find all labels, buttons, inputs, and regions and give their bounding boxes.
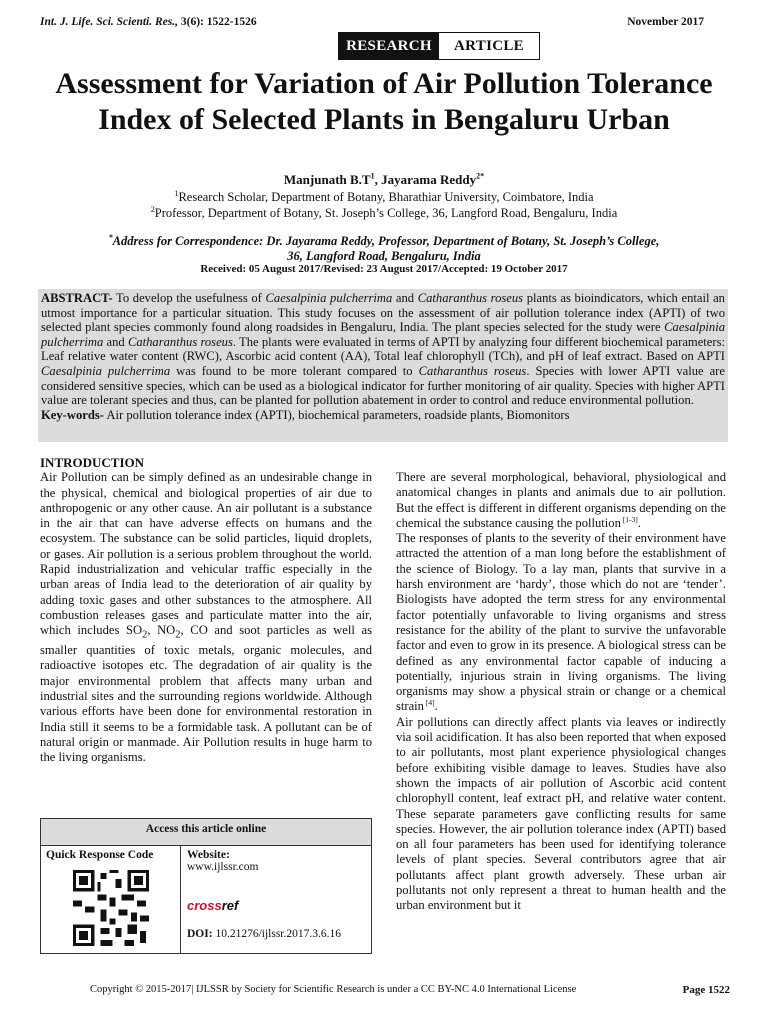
- doi[interactable]: DOI: 10.21276/ijlssr.2017.3.6.16: [187, 928, 341, 940]
- affiliation-1: $^1$Research Scholar, Department of Botany, Bharathiar University, Coimbatore, India: [174, 188, 594, 204]
- author-list: Manjunath $B.T^1$, Jayarama Reddy$^{2*}$: [283, 171, 485, 187]
- qr-cell: [41, 846, 181, 953]
- running-header: [40, 16, 728, 32]
- issue-date: November 2017: [627, 16, 704, 28]
- journal-citation: Int. J. Life. Sci. Scienti. Res., 3(6): 1522-1526: [40, 16, 257, 28]
- left-column: [40, 455, 372, 765]
- badge-article: ARTICLE: [454, 37, 524, 54]
- correspondence-address: *Address for Correspondence: Dr. Jayarama Reddy, Professor, Department of Botany, St. Joseph’s College, 36, Langford Road, Bengaluru, India: [108, 232, 660, 263]
- right-column: [396, 470, 726, 914]
- keywords-label: Key-words-: [41, 407, 104, 422]
- badge-research: RESEARCH: [339, 33, 439, 59]
- section-heading-introduction: INTRODUCTION: [40, 455, 145, 470]
- intro-paragraph-1: Air Pollution can be simply defined as an undesirable change in the physical, chemical and biological properties of air due to anthropogenic or any other cause. An air pollutant is a substance in the air that can have adverse effects on humans and the ecosystem. The substance can be solid particles, liquid droplets, or gases. Air pollution is a serious problem throughout the world. Rapid industrialization and vehicular traffic especially in the urban areas of India lead to the deterioration of air quality by adding toxic gases and other substances to the atmosphere. All combustion releases gases and particulate matter into the air, which includes $SO_2$, $NO_2$, CO and soot particles as well as smaller quantities of toxic metals, organic molecules, and radioactive isotopes etc. The degradation of air quality is the major environmental problem that affects many urban and industrial sites and the surrounding regions worldwide. Although various efforts have been done for environmental restoration in India still it seems to be a formidable task. A pollutant can be of natural origin or manmade. Air Pollution results in huge harm to the living organisms.: [40, 470, 372, 765]
- qr-code-icon: [73, 870, 149, 946]
- website-link[interactable]: www.ijlssr.com: [187, 861, 259, 873]
- website-cell: [181, 846, 371, 953]
- abstract-box: ABSTRACT- To develop the usefulness of Caesalpinia pulcherrima and Catharanthus roseus plants as bioindicators, which entail an utmost importance for a particular situation. This study focuses on the assessment of air pollution tolerance index (APTI) of two selected plant species commonly found along roadsides in Bengaluru, India. The plant species selected for the study were Caesalpinia pulcherrima and Catharanthus roseus. The plants were evaluated in terms of APTI by analyzing four different biochemical parameters: Leaf relative water content (RWC), Ascorbic acid content (AA), Total leaf chlorophyll (TCh), and pH of leaf extract. Based on APTI Caesalpinia pulcherrima was found to be more tolerant compared to Catharanthus roseus. Species with lower APTI value are considered sensitive species, which can be used as a biological indicator for further monitoring of air quality. Species with higher APTI value are tolerant species and thus, can be planted for pollution abatement in order to control and reduce environmental pollution. Key-words- Air pollution tolerance index (APTI), biochemical parameters, roadside plants, Biomonitors: [38, 289, 728, 442]
- access-online-box: [40, 818, 372, 954]
- copyright-notice: Copyright © 2015-2017| IJLSSR by Society for Scientific Research is under a CC BY-NC 4.0 International License: [90, 984, 577, 995]
- intro-paragraph-3: The responses of plants to the severity of their environment have attracted the attention of a man long before the establishment of the science of Biology. To a lay man, plants that survive in a harsh environment are ‘hardy’, those which do not are ‘tender’. Biologists have adopted the term stress for any environmental factor potentially unfavorable to living organisms and stress resistance for the ability of the plant to survive the unfavorable factor and even to grow in its presence. A biological stress can be defined as any environmental factor capable of inducing a potentially, injurious strain in living organisms. The living organisms may show a physical strain or change or a chemical strain [4].: [396, 531, 726, 714]
- intro-paragraph-2: There are several morphological, behavioral, physiological and anatomical changes in plants and animals due to air pollution. But the effect is different in different organisms depending on the chemical the substance causing the pollution [1-3].: [396, 470, 726, 530]
- article-type-badge: [338, 32, 540, 60]
- intro-paragraph-4: Air pollutions can directly affect plants via leaves or indirectly via soil acidification. It has also been reported that when exposed to air pollutants, most plant experience physiological changes before exhibiting visible damage to leaves. Studies have also shown the impacts of air pollution of Ascorbic acid content chlorophyll content, leaf extract pH, and relative water content. These separate parameters gave conflicting results for same species. However, the air pollution tolerance index (APTI) based on all four parameters has been used for identifying tolerance levels of plant species. Several contributors agree that air pollutants affect plant growth adversely. These urban air pollutants not only represent a threat to human health and the urban environment but it: [396, 714, 726, 913]
- website-label: Website:: [187, 849, 230, 861]
- keywords: Air pollution tolerance index (APTI), biochemical parameters, roadside plants, Biomonitors: [103, 407, 570, 422]
- affiliation-2: $^2$Professor, Department of Botany, St. Joseph’s College, 36, Langford Road, Bengaluru, India: [150, 204, 618, 220]
- abstract-label: ABSTRACT-: [41, 291, 113, 305]
- submission-dates: Received: 05 August 2017/Revised: 23 August 2017/Accepted: 19 October 2017: [200, 263, 568, 275]
- crossref-logo: crossref: [187, 898, 239, 913]
- paper-title: Assessment for Variation of Air Pollution Tolerance Index of Selected Plants in Bengaluru Urban: [55, 67, 713, 136]
- qr-label: Quick Response Code: [46, 849, 154, 861]
- access-box-title: Access this article online: [41, 819, 371, 846]
- page-number: Page 1522: [682, 984, 730, 996]
- page-footer: [90, 984, 730, 995]
